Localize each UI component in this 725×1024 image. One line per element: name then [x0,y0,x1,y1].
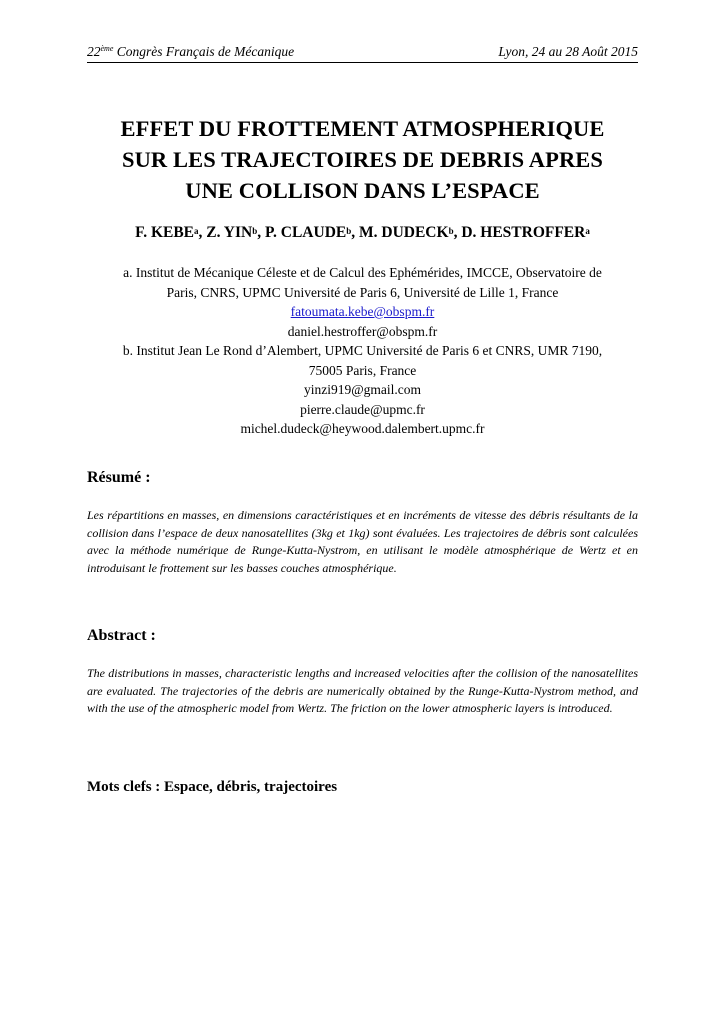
title-line-2: SUR LES TRAJECTOIRES DE DEBRIS APRES [121,147,604,172]
keywords: Mots clefs : Espace, débris, trajectoires [87,779,338,795]
affiliation-b-line-2: 75005 Paris, France [308,362,417,378]
author: D. HESTROFFER$^a$ [461,224,590,241]
resume-text: Les répartitions en masses, en dimensions caractéristiques et en incréments de vitesse des débris résultants de la collision dans l’espace de deux nanosatellites (3kg et 1kg) sont évaluées. Les trajectoires de débris sont calculées avec la méthode numérique de Runge-Kutta-Nystrom, en utilisant le modèle atmosphérique de Wertz et en introduisant le frottement sur les basses couches atmosphérique. [87,508,638,575]
email-claude: pierre.claude@upmc.fr [300,401,425,417]
affiliation-b-line-1: b. Institut Jean Le Rond d’Alembert, UPMC Université de Paris 6 et CNRS, UMR 7190, [122,343,603,358]
email-hestroffer: daniel.hestroffer@obspm.fr [287,323,438,339]
conference-location-date: Lyon, 24 au 28 Août 2015 [498,44,638,59]
affiliation-a-line-2: Paris, CNRS, UPMC Université de Paris 6, Université de Lille 1, France [166,284,559,300]
conference-name: 22ème Congrès Français de Mécanique [87,44,295,59]
abstract-text: The distributions in masses, characteristic lengths and increased velocities after the collision of the nanosatellites are evaluated. The trajectories of the debris are numerically obtained by the Runge-Kutta-Nystrom method, and with the use of the atmospheric model from Wertz. The friction on the lower atmospheric layers is introduced. [87,666,638,715]
email-dudeck: michel.dudeck@heywood.dalembert.upmc.fr [240,421,485,436]
running-header [87,44,638,60]
author: Z. YIN$^b$ [206,224,258,241]
affiliations [87,263,638,439]
email-link-kebe[interactable]: fatoumata.kebe@obspm.fr [290,304,435,319]
resume-heading: Résumé : [87,469,151,486]
affiliation-a-line-1: a. Institut de Mécanique Céleste et de Calcul des Ephémérides, IMCCE, Observatoire de [123,265,602,280]
title-line-3: UNE COLLISON DANS L’ESPACE [185,178,540,203]
title-line-1: EFFET DU FROTTEMENT ATMOSPHERIQUE [120,116,605,141]
author: M. DUDECK$^b$ [359,224,454,241]
email-yin: yinzi919@gmail.com [303,382,422,397]
abstract-heading: Abstract : [87,627,156,644]
author: P. CLAUDE$^b$ [264,224,352,241]
header-divider [87,62,638,63]
author-list: F. KEBE$^a$, Z. YIN$^b$, P. CLAUDE$^b$, M. DUDECK$^b$, D. HESTROFFER$^a$ [135,224,590,241]
paper-title [60,113,665,206]
author: F. KEBE$^a$ [135,224,199,241]
